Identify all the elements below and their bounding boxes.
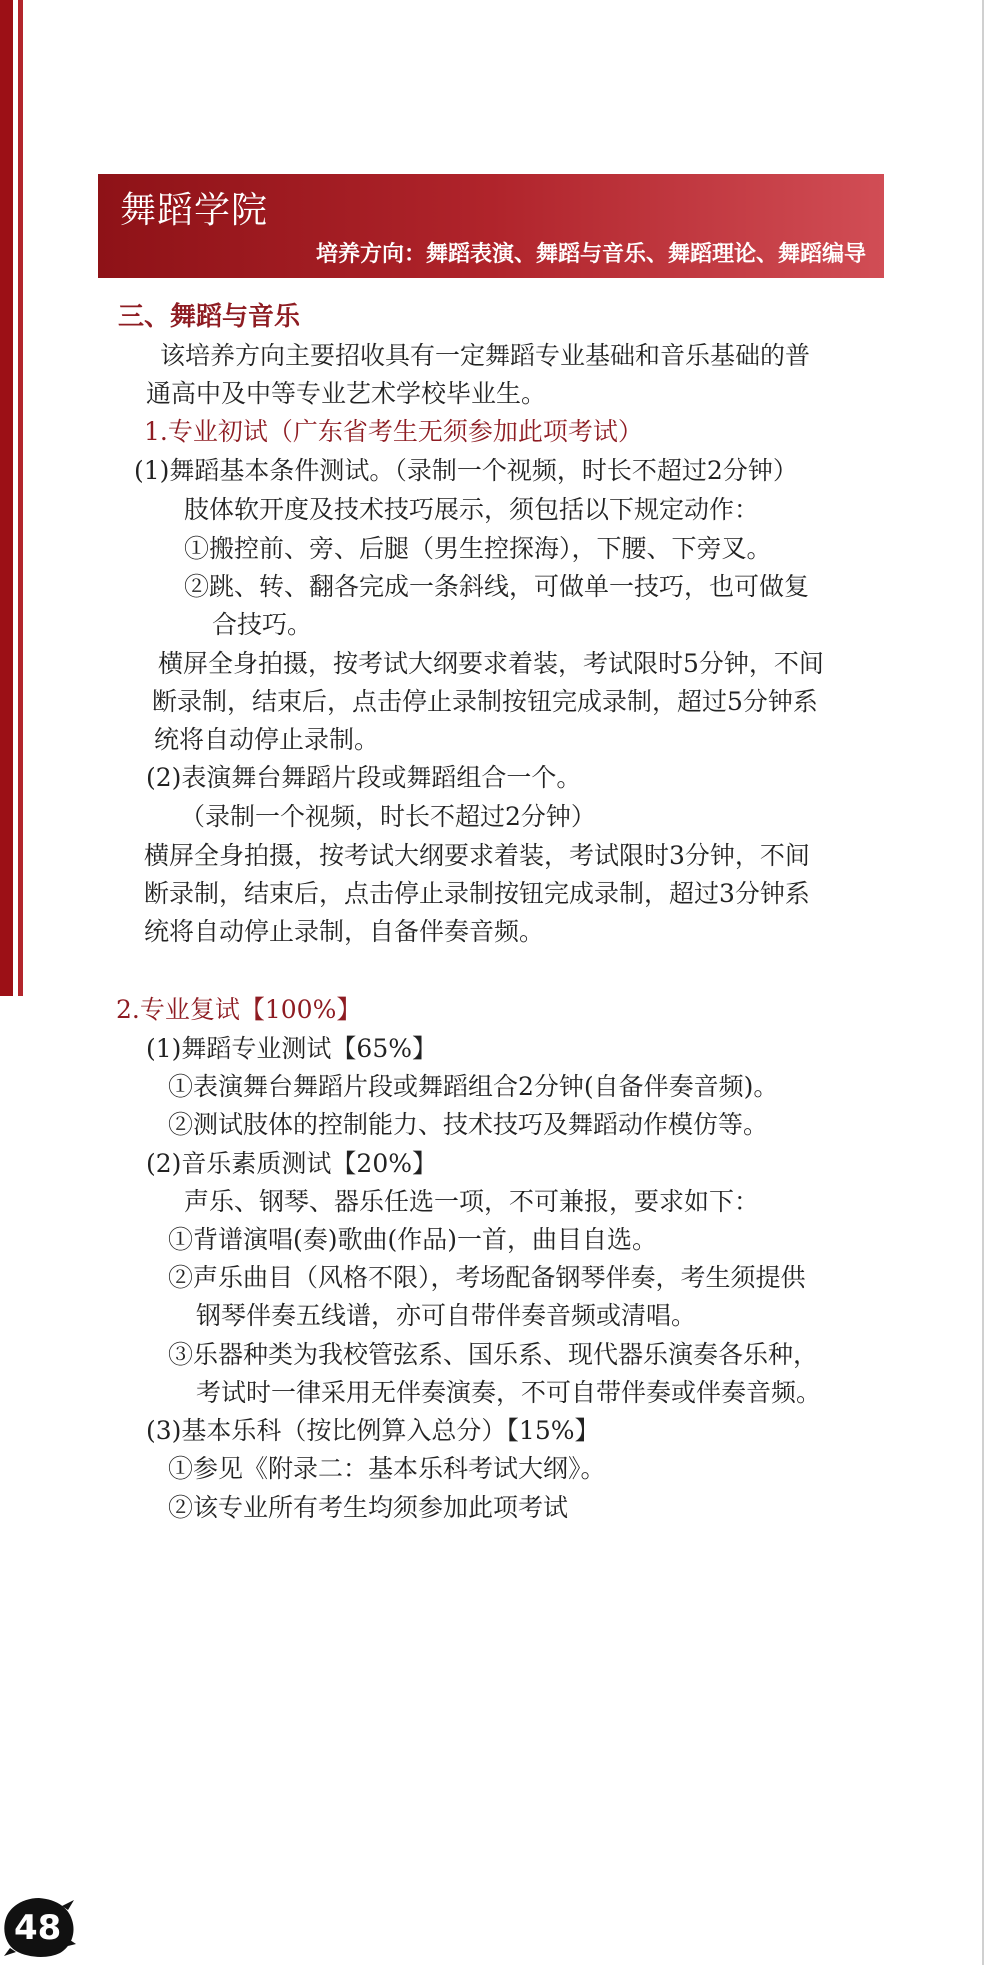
left-decorative-stripe xyxy=(18,0,23,996)
left-decorative-bar xyxy=(0,0,13,996)
intro-line: 该培养方向主要招收具有一定舞蹈专业基础和音乐基础的普 xyxy=(160,341,811,370)
retest-requirement: ②该专业所有考生均须参加此项考试 xyxy=(168,1493,569,1522)
retest-heading: 2.专业复试【100%】 xyxy=(116,995,362,1024)
retest-item-title: (3)基本乐科（按比例算入总分）【15%】 xyxy=(146,1416,600,1445)
required-move-cont: 合技巧。 xyxy=(212,610,313,639)
retest-item-title: (1)舞蹈专业测试【65%】 xyxy=(146,1034,437,1063)
retest-requirement: ①背谱演唱(奏)歌曲(作品)一首，曲目自选。 xyxy=(168,1225,658,1254)
recording-rule-line: 断录制，结束后，点击停止录制按钮完成录制，超过5分钟系 xyxy=(152,687,818,716)
page-number: 48 xyxy=(14,1908,62,1948)
prelim-item-desc: 肢体软开度及技术技巧展示，须包括以下规定动作： xyxy=(184,495,760,524)
retest-requirement: ①表演舞台舞蹈片段或舞蹈组合2分钟(自备伴奏音频)。 xyxy=(168,1072,779,1101)
required-move: ②跳、转、翻各完成一条斜线，可做单一技巧，也可做复 xyxy=(184,572,810,601)
retest-requirement-cont: 考试时一律采用无伴奏演奏，不可自带伴奏或伴奏音频。 xyxy=(196,1378,822,1407)
recording-rule-line: 横屏全身拍摄，按考试大纲要求着装，考试限时3分钟，不间 xyxy=(144,841,810,870)
retest-item-title: (2)音乐素质测试【20%】 xyxy=(146,1149,437,1178)
recording-rule-line: 统将自动停止录制。 xyxy=(154,725,380,754)
prelim-item-title: (1)舞蹈基本条件测试。（录制一个视频，时长不超过2分钟） xyxy=(134,456,798,485)
section-heading: 三、舞蹈与音乐 xyxy=(118,302,301,332)
prelim-item-note: （录制一个视频，时长不超过2分钟） xyxy=(180,802,596,831)
prelim-item-title: (2)表演舞台舞蹈片段或舞蹈组合一个。 xyxy=(146,763,582,792)
training-directions: 培养方向：舞蹈表演、舞蹈与音乐、舞蹈理论、舞蹈编导 xyxy=(315,241,866,267)
recording-rule-line: 横屏全身拍摄，按考试大纲要求着装，考试限时5分钟，不间 xyxy=(158,649,824,678)
retest-requirement: ①参见《附录二：基本乐科考试大纲》。 xyxy=(168,1454,606,1483)
retest-requirement: ②测试肢体的控制能力、技术技巧及舞蹈动作模仿等。 xyxy=(168,1110,769,1139)
retest-requirement-cont: 钢琴伴奏五线谱，亦可自带伴奏音频或清唱。 xyxy=(196,1301,697,1330)
required-move: ①搬控前、旁、后腿（男生控探海），下腰、下旁叉。 xyxy=(184,534,772,563)
recording-rule-line: 断录制，结束后，点击停止录制按钮完成录制，超过3分钟系 xyxy=(144,879,810,908)
retest-requirement: ②声乐曲目（风格不限），考场配备钢琴伴奏，考生须提供 xyxy=(168,1263,806,1292)
intro-line: 通高中及中等专业艺术学校毕业生。 xyxy=(146,379,547,408)
recording-rule-line: 统将自动停止录制，自备伴奏音频。 xyxy=(144,917,545,946)
retest-item-desc: 声乐、钢琴、器乐任选一项，不可兼报，要求如下： xyxy=(184,1187,760,1216)
page-number-badge xyxy=(2,1896,76,1958)
college-title: 舞蹈学院 xyxy=(120,190,269,231)
college-banner xyxy=(98,174,884,278)
prelim-heading: 1.专业初试（广东省考生无须参加此项考试） xyxy=(144,417,643,446)
retest-requirement: ③乐器种类为我校管弦系、国乐系、现代器乐演奏各乐种， xyxy=(168,1340,819,1369)
